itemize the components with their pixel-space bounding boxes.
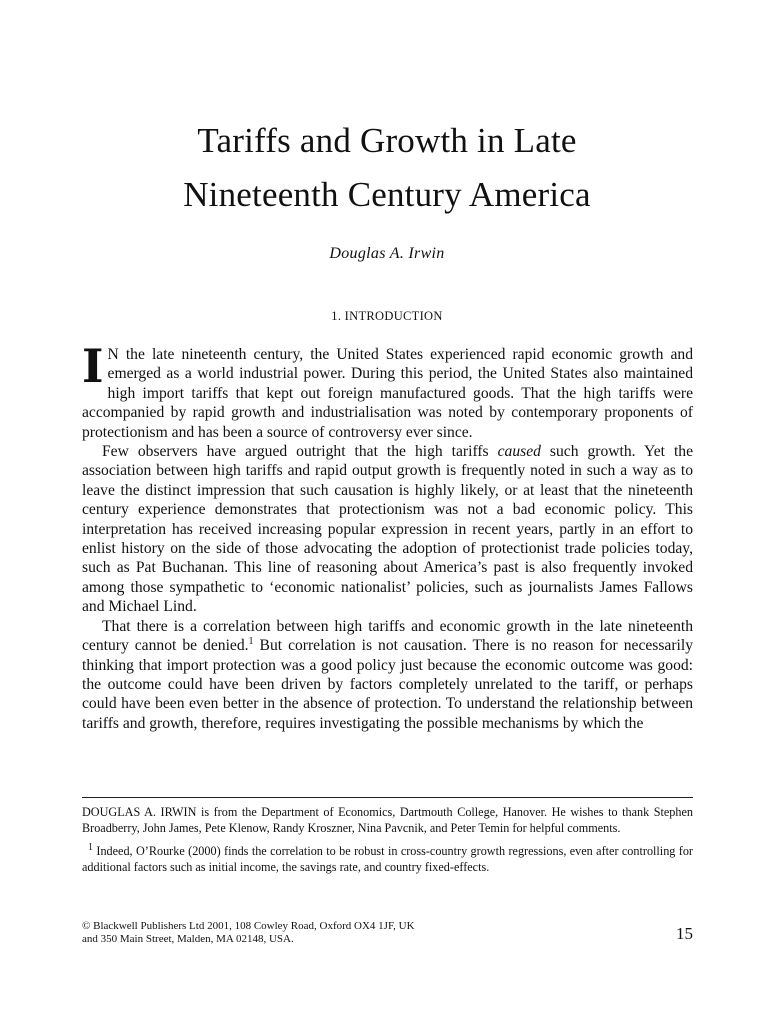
page-number: 15 xyxy=(676,924,693,943)
article-body xyxy=(82,339,693,733)
paragraph-3-text-start: That there is a correlation between high tariffs and economic growth in the late nineteenth century cannot be denied. xyxy=(82,617,693,655)
paragraph-3 xyxy=(82,617,693,733)
paragraph-1-text: N the late nineteenth century, the United States experienced rapid economic growth and emerged as a world industrial power. During this period, the United States also maintained high import tariffs that kept out foreign manufactured goods. That the high tariffs were accompanied by rapid growth and industrialisation was noted by contemporary proponents of protectionism and has been a source of controversy ever since. xyxy=(82,346,693,441)
paragraph-2-text-end: such growth. Yet the association between high tariffs and rapid output growth is frequently noted in such a way as to leave the distinct impression that such causation is highly likely, or at least that the nineteenth century experience demonstrates that protectionism was not a bad economic policy. This interpretation has received increasing popular expression in recent years, partly in an effort to enlist history on the side of those advocating the adoption of protectionist trade policies today, such as Pat Buchanan. This line of reasoning about America’s past is also frequently invoked among those sympathetic to ‘economic nationalist’ policies, such as journalists James Fallows and Michael Lind. xyxy=(82,443,693,616)
copyright-line-2: and 350 Main Street, Malden, MA 02148, USA. xyxy=(82,932,294,945)
title-line-2: Nineteenth Century America xyxy=(183,175,591,214)
paragraph-3-text-end: But correlation is not causation. There is no reason for necessarily thinking that import protection was a good policy just because the economic outcome was good: the outcome could have been driven by factors completely unrelated to the tariff, or perhaps could have been even better in the absence of protection. To understand the relationship between tariffs and growth, therefore, requires investigating the possible mechanisms by which the xyxy=(82,637,693,732)
footnote-1-marker: 1 xyxy=(88,841,93,853)
section-heading: 1. INTRODUCTION xyxy=(331,309,443,323)
footnote-1 xyxy=(82,841,693,875)
author-name: Douglas A. Irwin xyxy=(329,245,445,262)
copyright-line-1: © Blackwell Publishers Ltd 2001, 108 Cowley Road, Oxford OX4 1JF, UK xyxy=(82,920,415,932)
paragraph-1 xyxy=(82,339,693,442)
article-title xyxy=(82,114,692,222)
paragraph-2 xyxy=(82,442,693,617)
drop-cap: I xyxy=(82,339,102,393)
paragraph-2-text-start: Few observers have argued outright that the high tariffs xyxy=(102,443,498,461)
footnote-1-text: Indeed, O’Rourke (2000) finds the correlation to be robust in cross-country growth regressions, even after controlling for additional factors such as initial income, the savings rate, and country fixed-effects. xyxy=(82,844,693,874)
emphasis-caused: caused xyxy=(497,443,541,461)
footnote-divider xyxy=(82,797,693,798)
footnote-reference-1[interactable]: 1 xyxy=(248,635,254,647)
footnotes xyxy=(82,805,693,883)
copyright-notice xyxy=(82,920,582,945)
title-line-1: Tariffs and Growth in Late xyxy=(197,121,577,160)
author-footnote: DOUGLAS A. IRWIN is from the Department of Economics, Dartmouth College, Hanover. He wishes to thank Stephen Broadberry, John James, Pete Klenow, Randy Kroszner, Nina Pavcnik, and Peter Temin for helpful comments. xyxy=(82,805,693,835)
